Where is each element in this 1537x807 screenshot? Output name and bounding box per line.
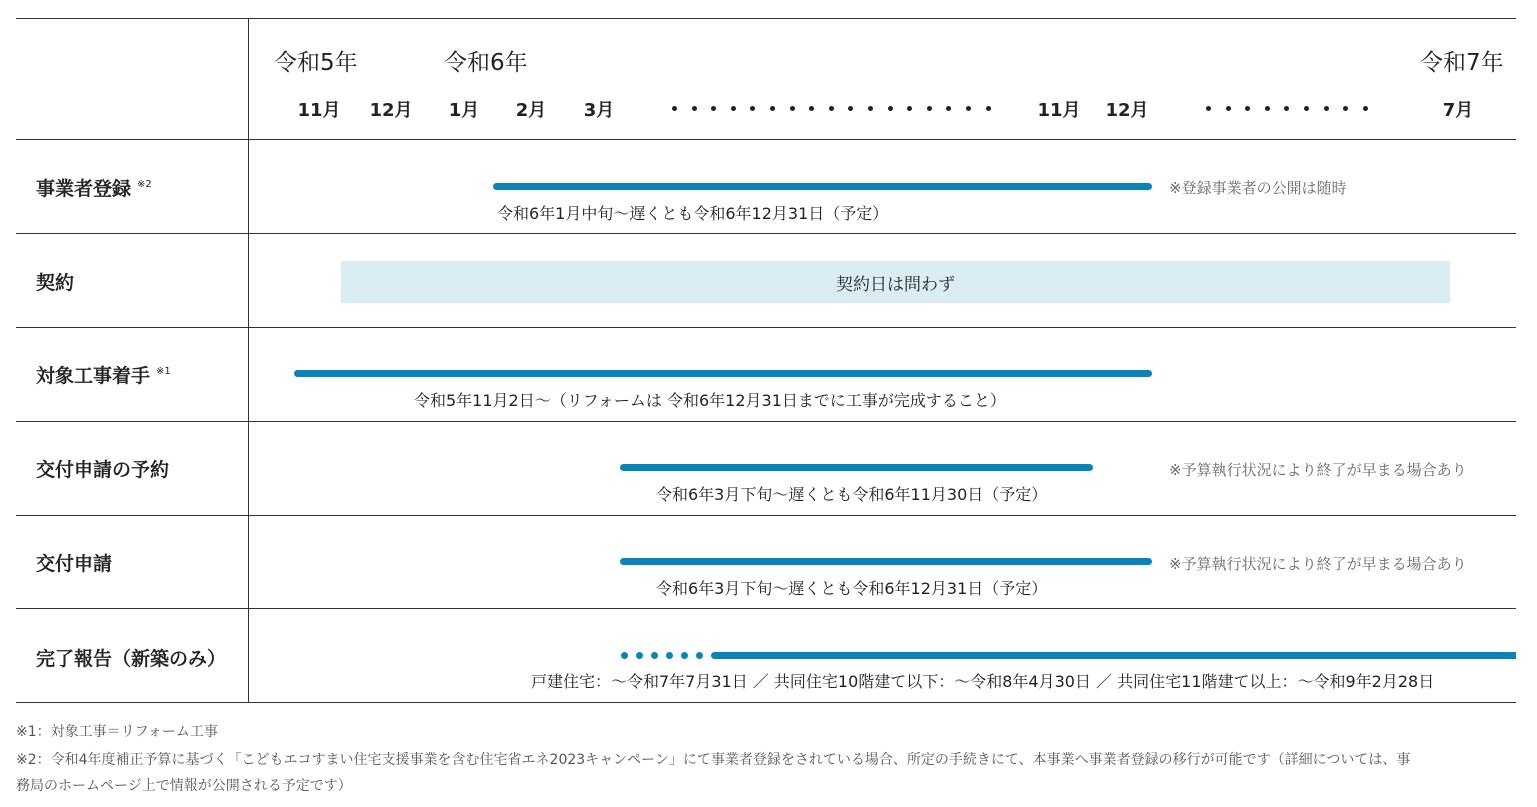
ellipsis-dot [1324,106,1329,111]
completion-report-dot [636,652,643,659]
ellipsis-dot [986,106,991,111]
application-period-caption: 令和6年3月下旬〜遅くとも令和6年12月31日（予定） [656,579,1048,598]
month-label: 12月 [1105,100,1149,121]
registration-period-bar [493,183,1152,190]
row-label-construction-start: 対象工事着手 $^{※1}$ [36,365,171,387]
label-column-divider [248,18,249,703]
ellipsis-dot [711,106,716,111]
ellipsis-dot [750,106,755,111]
month-label: 12月 [369,100,413,121]
row-label-application-reservation: 交付申請の予約 [36,459,170,481]
ellipsis-dot [770,106,775,111]
registration-period-caption: 令和6年1月中旬〜遅くとも令和6年12月31日（予定） [497,204,889,223]
footnote-2: ※2：令和4年度補正予算に基づく「こどもエコすまい住宅支援事業を含む住宅省エネ2023キャンペーン」にて事業者登録をされている場合、所定の手続きにて、本事業へ事業者登録の移行が可能です（詳細については、事 [16,752,1411,768]
row-label-completion-report: 完了報告（新築のみ） [36,648,227,670]
ellipsis-dot [907,106,912,111]
construction-period-bar [294,370,1152,377]
completion-report-dot [681,652,688,659]
year-label: 令和6年 [444,50,528,76]
application-note: ※予算執行状況により終了が早まる場合あり [1169,555,1467,573]
row-divider [16,515,1516,516]
row-divider [16,608,1516,609]
ellipsis-dot [790,106,795,111]
ellipsis-dot [888,106,893,111]
ellipsis-dot [1284,106,1289,111]
schedule-table [16,18,1516,703]
ellipsis-dot [1343,106,1348,111]
row-label-registration: 事業者登録 $^{※2}$ [36,178,152,200]
ellipsis-dot [966,106,971,111]
month-label: 2月 [515,100,547,121]
ellipsis-dot [692,106,697,111]
year-label: 令和5年 [274,50,358,76]
reservation-period-caption: 令和6年3月下旬〜遅くとも令和6年11月30日（予定） [656,485,1048,504]
completion-report-dot [696,652,703,659]
contract-period-band [341,261,1450,303]
contract-band-label: 契約日は問わず [836,274,955,295]
footnote-2-continued: 務局のホームページ上で情報が公開される予定です） [16,778,352,794]
row-divider [16,233,1516,234]
construction-period-caption: 令和5年11月2日〜（リフォームは 令和6年12月31日までに工事が完成すること） [414,391,1006,410]
ellipsis-dot [1206,106,1211,111]
completion-report-period-bar [711,652,1516,659]
footnote-1: ※1：対象工事＝リフォーム工事 [16,724,218,740]
ellipsis-dot [672,106,677,111]
row-divider [16,327,1516,328]
ellipsis-dot [731,106,736,111]
row-divider [16,139,1516,140]
completion-report-caption: 戸建住宅：〜令和7年7月31日 ／ 共同住宅10階建て以下：〜令和8年4月30日 ／ 共同住宅11階建て以上：〜令和9年2月28日 [531,672,1435,691]
ellipsis-dot [1304,106,1309,111]
month-label: 1月 [448,100,480,121]
table-border-top [16,18,1516,19]
ellipsis-dot [809,106,814,111]
table-border-bottom [16,702,1516,703]
month-label: 11月 [1037,100,1081,121]
ellipsis-dot [946,106,951,111]
completion-report-dot [666,652,673,659]
month-label: 11月 [297,100,341,121]
ellipsis-dot [868,106,873,111]
completion-report-dot [651,652,658,659]
reservation-note: ※予算執行状況により終了が早まる場合あり [1169,461,1467,479]
row-divider [16,421,1516,422]
ellipsis-dot [1265,106,1270,111]
application-period-bar [620,558,1152,565]
ellipsis-dot [927,106,932,111]
completion-report-dot [621,652,628,659]
row-label-contract: 契約 [36,272,75,294]
year-label: 令和7年 [1420,50,1504,76]
ellipsis-dot [1363,106,1368,111]
ellipsis-dot [829,106,834,111]
month-label: 3月 [583,100,615,121]
ellipsis-dot [1226,106,1231,111]
month-label: 7月 [1442,100,1474,121]
reservation-period-bar [620,464,1093,471]
registration-note: ※登録事業者の公開は随時 [1169,179,1347,197]
ellipsis-dot [1245,106,1250,111]
row-label-application: 交付申請 [36,553,113,575]
ellipsis-dot [848,106,853,111]
